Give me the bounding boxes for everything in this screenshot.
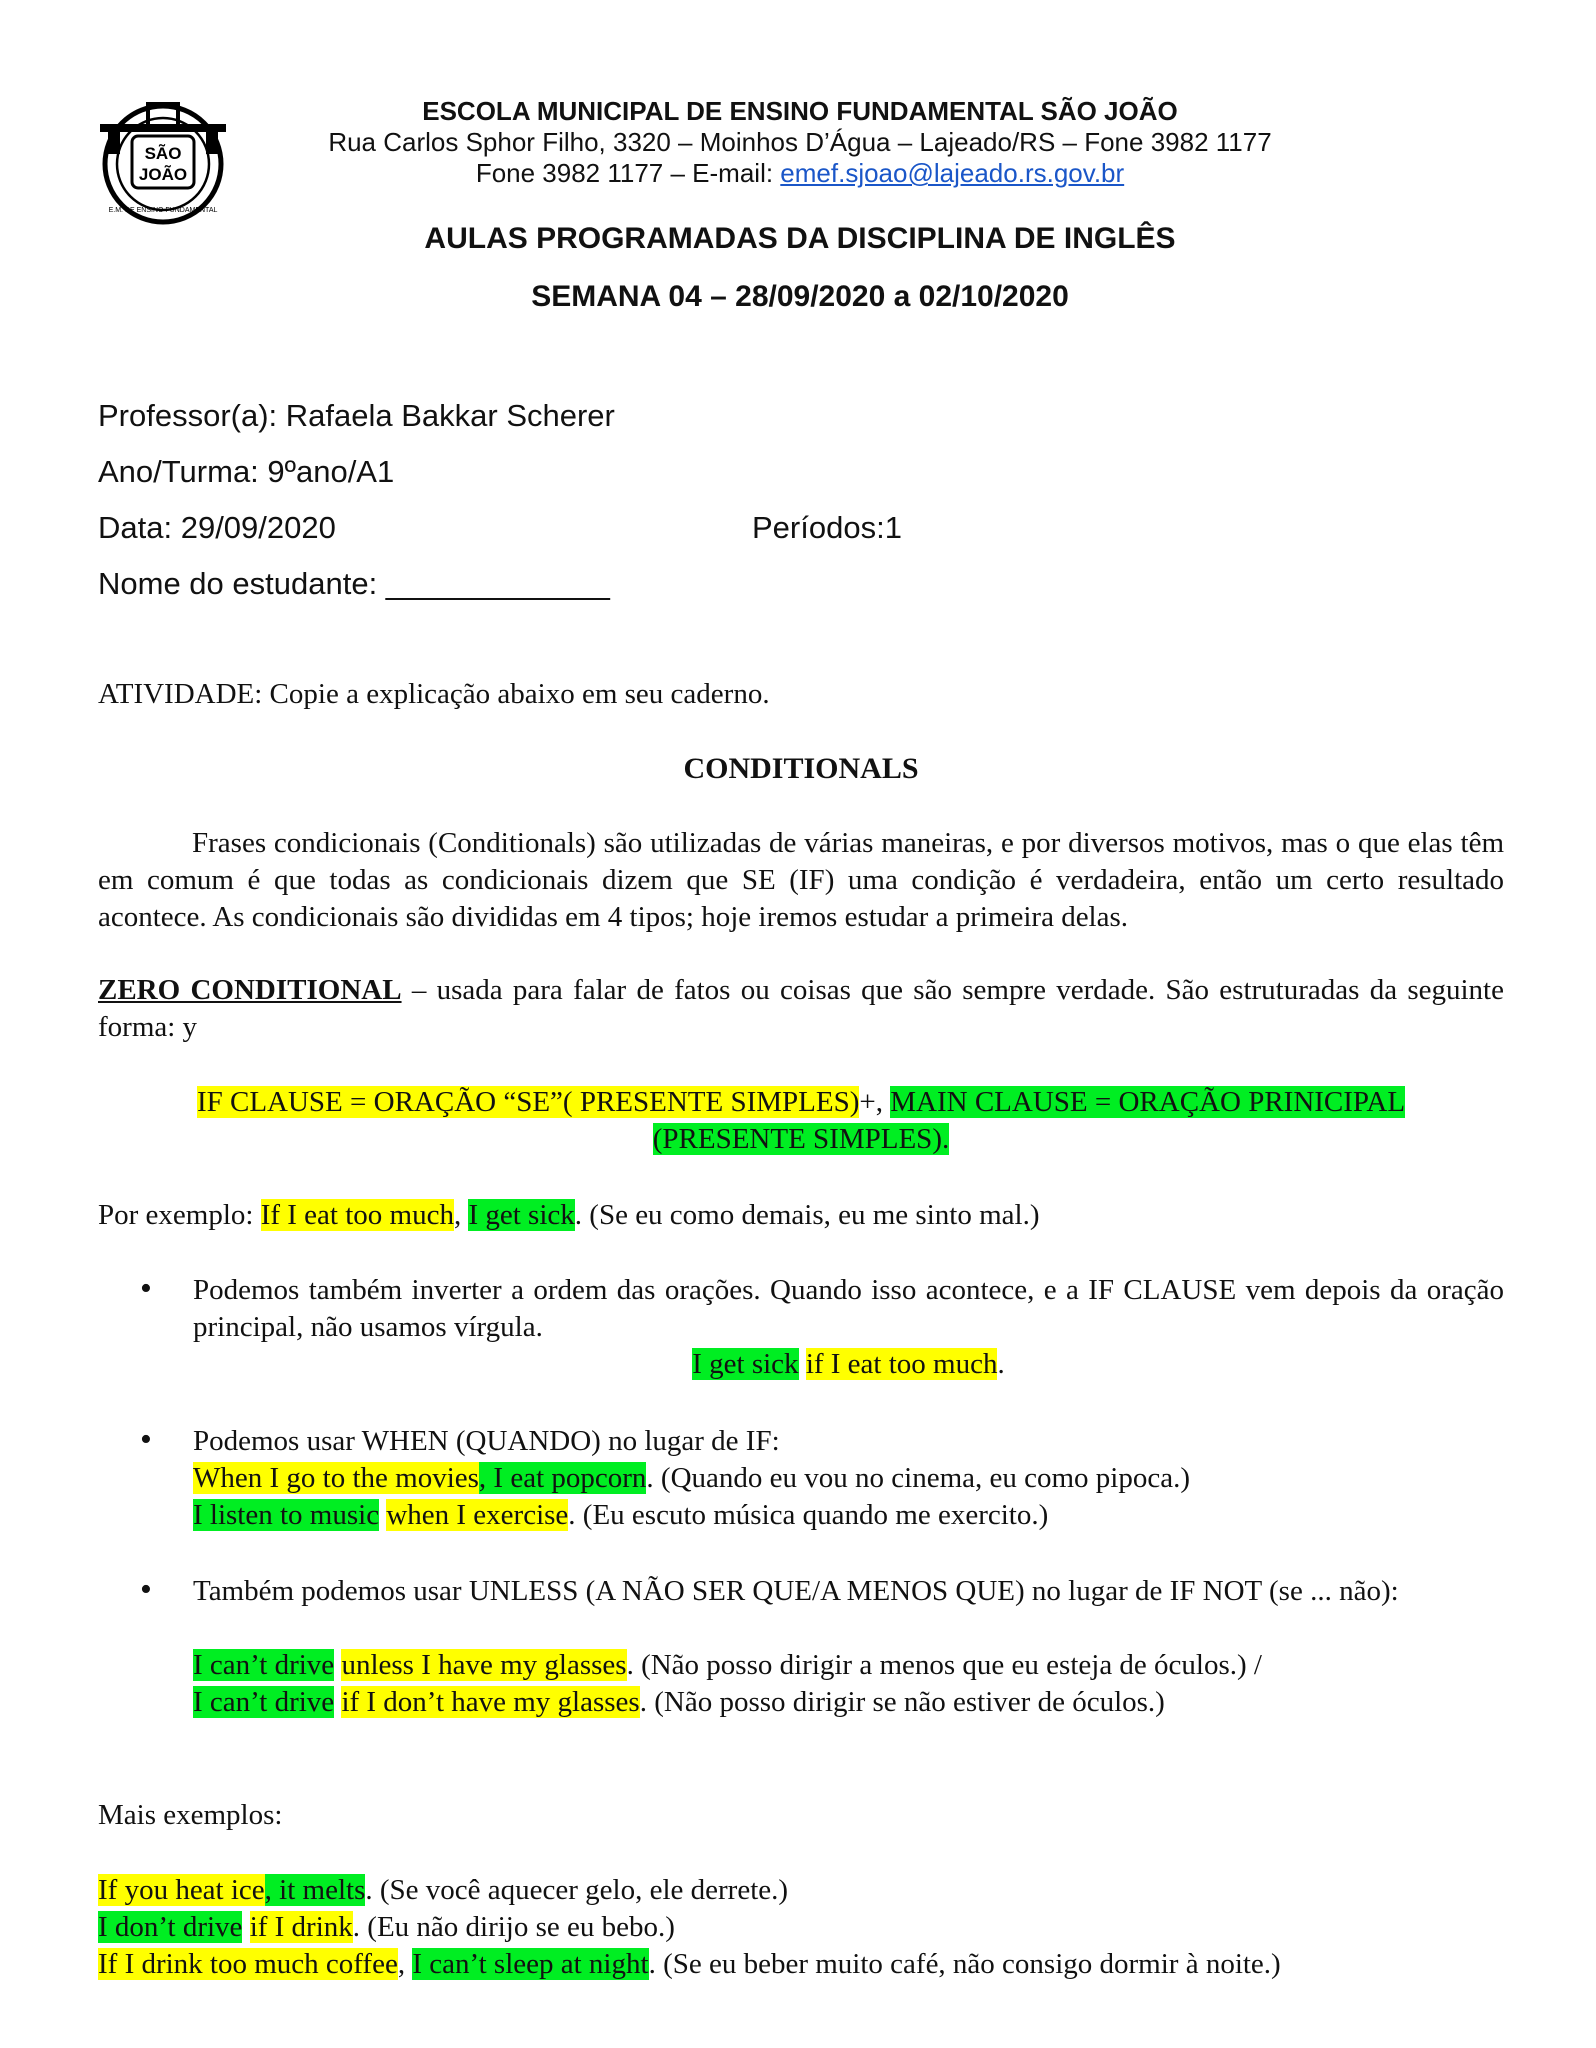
bullet-3-translation-1: . (Não posso dirigir a menos que eu esteja de óculos.) / xyxy=(626,1649,1262,1681)
bullet-3-if-clause-2: if I don’t have my glasses xyxy=(341,1686,640,1718)
bullet-1-if-clause: if I eat too much xyxy=(805,1348,998,1380)
example-line xyxy=(98,1197,1039,1234)
more-example-1-translation: . (Se você aquecer gelo, ele derrete.) xyxy=(365,1874,789,1906)
bullet-2-main-clause: , I eat popcorn xyxy=(478,1462,647,1494)
zero-conditional-paragraph xyxy=(98,972,1504,1046)
section-title: CONDITIONALS xyxy=(683,752,919,785)
bullet-2-if-clause: When I go to the movies xyxy=(193,1462,479,1494)
bullet-3-main-clause-2: I can’t drive xyxy=(193,1686,335,1718)
bullet-3-example-1 xyxy=(193,1647,1262,1684)
example-comma: , xyxy=(453,1199,469,1231)
more-example-3-main-clause: I can’t sleep at night xyxy=(412,1948,649,1980)
bullet-1-text: Podemos também inverter a ordem das orações. Quando isso acontece, e a IF CLAUSE vem depois da oração principal, não usamos vírgula. xyxy=(193,1274,1504,1343)
bullet-3-translation-2: . (Não posso dirigir se não estiver de óculos.) xyxy=(639,1686,1165,1718)
bullet-2-text: Podemos usar WHEN (QUANDO) no lugar de IF: xyxy=(193,1425,780,1457)
more-example-2 xyxy=(98,1909,675,1946)
bullet-3-example-2 xyxy=(193,1684,1165,1721)
intro-text: Frases condicionais (Conditionals) são utilizadas de várias maneiras, e por diversos motivos, mas o que elas têm em comum é que todas as condicionais dizem que SE (IF) uma condição é verdadeira, então um certo resultado acontece. As condicionais são divididas em 4 tipos; hoje iremos estudar a primeira delas. xyxy=(98,827,1504,933)
zero-conditional-label: ZERO CONDITIONAL xyxy=(98,974,402,1006)
more-example-1-main-clause: , it melts xyxy=(264,1874,366,1906)
more-example-3-comma: , xyxy=(397,1948,413,1980)
email-link[interactable]: emef.sjoao@lajeado.rs.gov.br xyxy=(780,158,1125,188)
bullet-2-if-clause-2: when I exercise xyxy=(386,1499,569,1531)
formula-if-clause: IF CLAUSE = ORAÇÃO “SE”( PRESENTE SIMPLES) xyxy=(196,1086,860,1118)
more-example-2-translation: . (Eu não dirijo se eu bebo.) xyxy=(352,1911,675,1943)
intro-paragraph xyxy=(98,825,1504,936)
example-prefix: Por exemplo: xyxy=(98,1199,261,1231)
example-translation: . (Se eu como demais, eu me sinto mal.) xyxy=(574,1199,1040,1231)
logo-ring-text: E.M. DE ENSINO FUNDAMENTAL xyxy=(108,207,218,214)
formula xyxy=(98,1084,1504,1158)
bullet-1-period: . xyxy=(997,1348,1005,1380)
example-main-clause: I get sick xyxy=(468,1199,575,1231)
bullet-3-text: Também podemos usar UNLESS (A NÃO SER QUE/A MENOS QUE) no lugar de IF NOT (se ... não): xyxy=(193,1575,1399,1607)
zero-conditional-text: – usada para falar de fatos ou coisas que são sempre verdade. São estruturadas da seguinte forma: y xyxy=(98,974,1504,1043)
bullet-1-example xyxy=(193,1346,1504,1383)
formula-plus: +, xyxy=(859,1086,891,1118)
more-example-2-main-clause: I don’t drive xyxy=(98,1911,243,1943)
bullet-2-example-2 xyxy=(193,1497,1048,1534)
week-title: SEMANA 04 – 28/09/2020 a 02/10/2020 xyxy=(531,280,1069,313)
phone-label: Fone 3982 1177 – E-mail: xyxy=(475,158,781,188)
bullet-3-if-clause: unless I have my glasses xyxy=(341,1649,627,1681)
bullet-2-translation-2: . (Eu escuto música quando me exercito.) xyxy=(568,1499,1049,1531)
periods-line: Períodos:1 xyxy=(752,510,902,545)
more-example-1 xyxy=(98,1872,788,1909)
bullet-icon: • xyxy=(140,1571,152,1608)
bullet-2-translation-1: . (Quando eu vou no cinema, eu como pipoca.) xyxy=(646,1462,1191,1494)
document-title: AULAS PROGRAMADAS DA DISCIPLINA DE INGLÊS xyxy=(424,222,1176,255)
class-line: Ano/Turma: 9ºano/A1 xyxy=(98,454,395,489)
more-example-1-if-clause: If you heat ice xyxy=(98,1874,265,1906)
bullet-1-main-clause: I get sick xyxy=(692,1348,799,1380)
school-address: Rua Carlos Sphor Filho, 3320 – Moinhos D’Água – Lajeado/RS – Fone 3982 1177 xyxy=(328,127,1272,157)
more-example-3-if-clause: If I drink too much coffee xyxy=(98,1948,398,1980)
teacher-line: Professor(a): Rafaela Bakkar Scherer xyxy=(98,398,615,433)
formula-main-clause-tense: (PRESENTE SIMPLES). xyxy=(652,1123,950,1155)
more-example-3 xyxy=(98,1946,1281,1983)
school-contact xyxy=(300,158,1300,189)
formula-main-clause: MAIN CLAUSE = ORAÇÃO PRINICIPAL xyxy=(890,1086,1406,1118)
activity-instruction: ATIVIDADE: Copie a explicação abaixo em seu caderno. xyxy=(98,678,770,710)
bullet-icon: • xyxy=(140,1270,152,1307)
bullet-2-main-clause-2: I listen to music xyxy=(193,1499,380,1531)
logo-text-bottom: JOÃO xyxy=(138,165,188,184)
bullet-icon: • xyxy=(140,1421,152,1458)
student-name-line: Nome do estudante: _____________ xyxy=(98,566,610,601)
bullet-3-main-clause: I can’t drive xyxy=(193,1649,335,1681)
school-name: ESCOLA MUNICIPAL DE ENSINO FUNDAMENTAL SÃO JOÃO xyxy=(422,96,1178,126)
more-example-3-translation: . (Se eu beber muito café, não consigo dormir à noite.) xyxy=(648,1948,1281,1980)
more-example-2-if-clause: if I drink xyxy=(249,1911,353,1943)
more-examples-label: Mais exemplos: xyxy=(98,1799,283,1831)
logo-text-top: SÃO xyxy=(144,144,182,163)
example-if-clause: If I eat too much xyxy=(260,1199,454,1231)
school-logo xyxy=(98,96,228,226)
bullet-2-example-1 xyxy=(193,1460,1190,1497)
date-line: Data: 29/09/2020 xyxy=(98,510,336,545)
